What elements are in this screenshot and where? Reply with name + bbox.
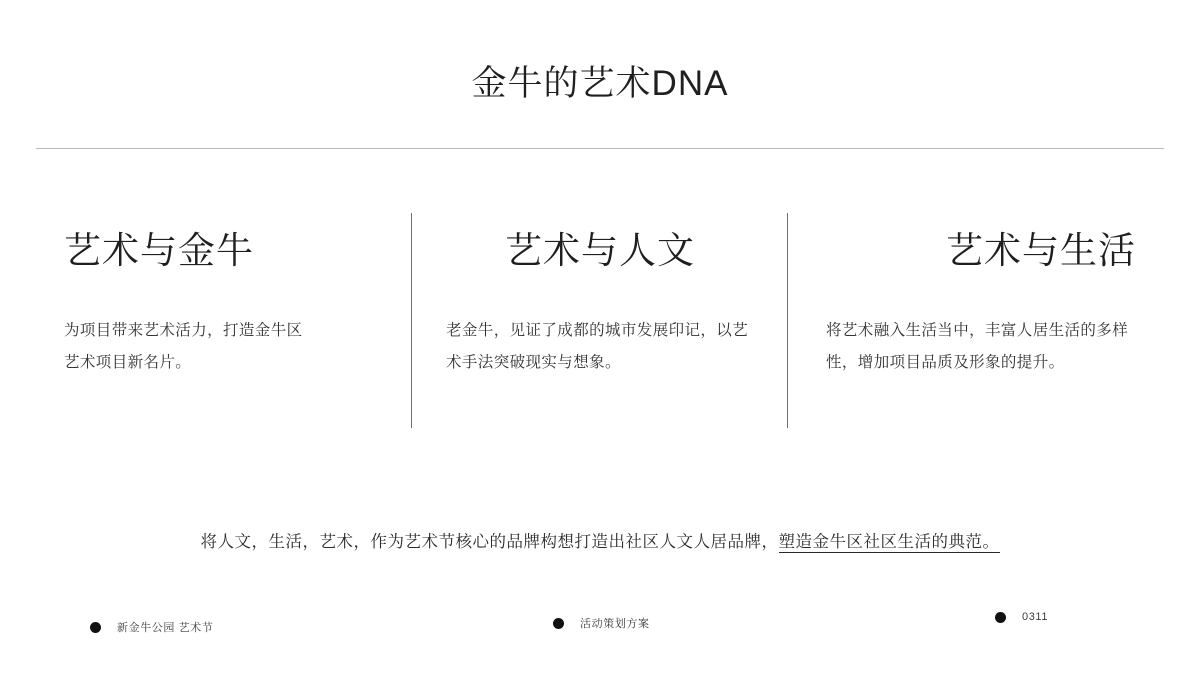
footer [0, 611, 1200, 637]
column-art-and-humanity [412, 213, 788, 428]
footer-left-label: 新金牛公园 艺术节 [117, 622, 214, 634]
column-body: 老金牛，见证了成都的城市发展印记，以艺术手法突破现实与想象。 [446, 322, 749, 372]
column-heading: 艺术与人文 [505, 230, 695, 271]
column-body: 将艺术融入生活当中，丰富人居生活的多样性，增加项目品质及形象的提升。 [826, 322, 1129, 372]
bullet-dot-icon [995, 612, 1006, 623]
column-body: 为项目带来艺术活力，打造金牛区艺术项目新名片。 [64, 322, 303, 372]
page-title: 金牛的艺术DNA [471, 64, 729, 103]
column-art-and-life [788, 213, 1164, 428]
column-heading: 艺术与生活 [946, 230, 1136, 271]
columns-container [36, 213, 1164, 428]
footer-page-number: 0311 [1022, 611, 1049, 623]
bullet-dot-icon [90, 622, 101, 633]
column-art-and-jinniu [36, 213, 412, 428]
footer-right [995, 611, 1048, 623]
column-heading: 艺术与金牛 [64, 230, 254, 271]
footer-center-label: 活动策划方案 [580, 618, 650, 630]
summary-emphasis: 塑造金牛区社区生活的典范。 [778, 533, 1000, 551]
summary-lead: 将人文，生活，艺术，作为艺术节核心的品牌构想打造出社区人文人居品牌， [200, 533, 779, 551]
footer-left [90, 619, 213, 635]
summary-statement [0, 528, 1200, 552]
title-divider [36, 148, 1164, 149]
footer-center [553, 615, 650, 631]
bullet-dot-icon [553, 618, 564, 629]
